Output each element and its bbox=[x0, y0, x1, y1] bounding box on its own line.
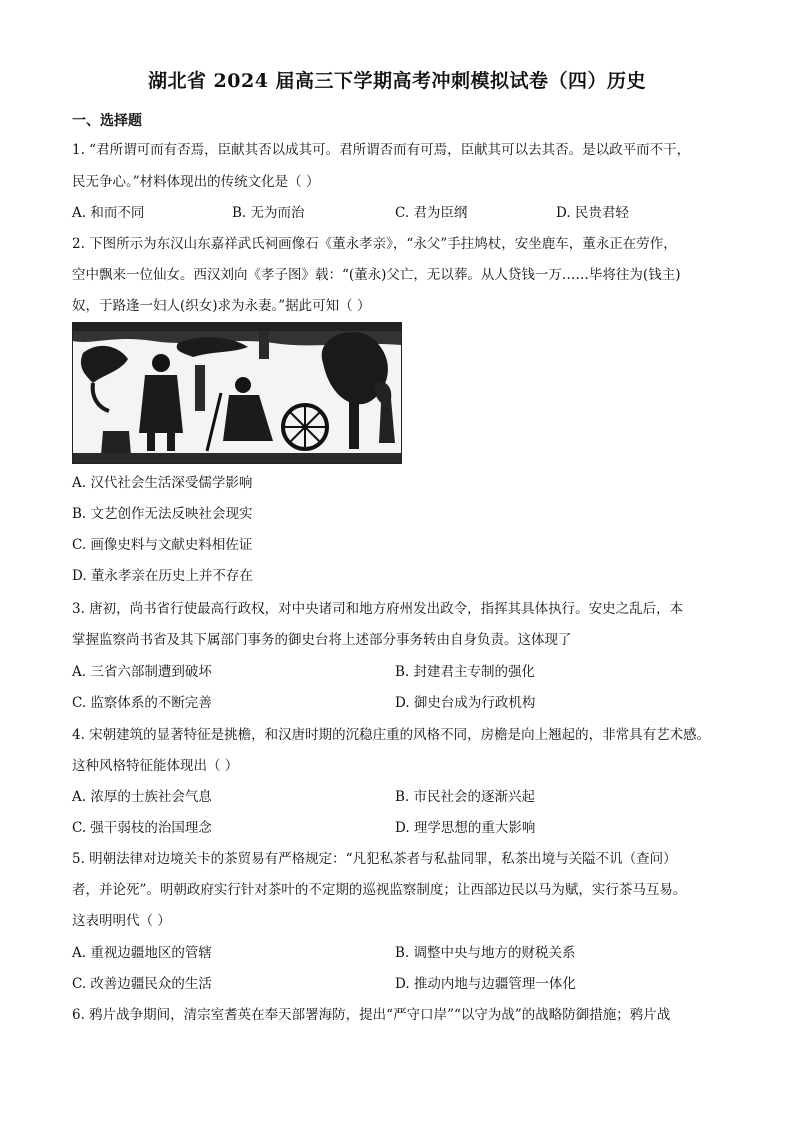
question-5-line-3: 这表明明代（ ） bbox=[72, 913, 171, 929]
question-1-option-d[interactable]: D. 民贵君轻 bbox=[556, 205, 629, 221]
question-2-option-b[interactable]: B. 文艺创作无法反映社会现实 bbox=[72, 506, 253, 522]
question-1-option-b[interactable]: B. 无为而治 bbox=[232, 205, 305, 221]
question-3-line-1: 3. 唐初，尚书省行使最高行政权，对中央诸司和地方府州发出政令，指挥其具体执行。安史之乱后，本 bbox=[72, 601, 684, 617]
question-2-option-d[interactable]: D. 董永孝亲在历史上并不存在 bbox=[72, 568, 253, 584]
question-5-option-c[interactable]: C. 改善边疆民众的生活 bbox=[72, 976, 212, 992]
section-heading: 一、选择题 bbox=[72, 113, 142, 129]
question-3-option-d[interactable]: D. 御史台成为行政机构 bbox=[395, 695, 536, 711]
question-1-option-a[interactable]: A. 和而不同 bbox=[72, 205, 145, 221]
question-4-option-a[interactable]: A. 浓厚的士族社会气息 bbox=[72, 789, 212, 805]
question-4-option-c[interactable]: C. 强干弱枝的治国理念 bbox=[72, 820, 212, 836]
question-5-line-2: 者，并论死”。明朝政府实行针对茶叶的不定期的巡视监察制度；让西部边民以马为赋，实行茶马互易。 bbox=[72, 882, 687, 898]
question-1-option-c[interactable]: C. 君为臣纲 bbox=[395, 205, 468, 221]
question-4-line-1: 4. 宋朝建筑的显著特征是挑檐，和汉唐时期的沉稳庄重的风格不同，房檐是向上翘起的，非常具有艺术感。 bbox=[72, 727, 711, 743]
question-1-line-2: 民无争心。”材料体现出的传统文化是（ ） bbox=[72, 174, 320, 190]
question-5-option-a[interactable]: A. 重视边疆地区的管辖 bbox=[72, 945, 212, 961]
question-3-option-b[interactable]: B. 封建君主专制的强化 bbox=[395, 664, 536, 680]
question-2-line-2: 空中飘来一位仙女。西汉刘向《孝子图》载：“(董永)父亡，无以葬。从人贷钱一万……毕将往为(钱主) bbox=[72, 267, 681, 283]
question-2-line-3: 奴，于路逢一妇人(织女)求为永妻。”据此可知（ ） bbox=[72, 298, 371, 314]
question-6-line-1: 6. 鸦片战争期间，清宗室耆英在奉天部署海防，提出“严守口岸”“以守为战”的战略防御措施；鸦片战 bbox=[72, 1007, 671, 1023]
question-1-line-1: 1. “君所谓可而有否焉，臣献其否以成其可。君所谓否而有可焉，臣献其可以去其否。是以政平而不干， bbox=[72, 142, 691, 158]
question-2-option-c[interactable]: C. 画像史料与文献史料相佐证 bbox=[72, 537, 253, 553]
question-3-line-2: 掌握监察尚书省及其下属部门事务的御史台将上述部分事务转由自身负责。这体现了 bbox=[72, 632, 572, 648]
question-5-option-b[interactable]: B. 调整中央与地方的财税关系 bbox=[395, 945, 576, 961]
question-2-option-a[interactable]: A. 汉代社会生活深受儒学影响 bbox=[72, 475, 253, 491]
question-4-line-2: 这种风格特征能体现出（ ） bbox=[72, 758, 239, 774]
question-4-option-d[interactable]: D. 理学思想的重大影响 bbox=[395, 820, 536, 836]
page-title: 湖北省 2024 届高三下学期高考冲刺模拟试卷（四）历史 bbox=[147, 70, 647, 92]
question-3-option-c[interactable]: C. 监察体系的不断完善 bbox=[72, 695, 212, 711]
stone-relief-image bbox=[72, 322, 402, 464]
question-5-line-1: 5. 明朝法律对边境关卡的茶贸易有严格规定：“凡犯私茶者与私盐同罪，私茶出境与关隘不讥（查问） bbox=[72, 851, 677, 867]
question-2-line-1: 2. 下图所示为东汉山东嘉祥武氏祠画像石《董永孝亲》，“永父”手拄鸠杖，安坐鹿车，董永正在劳作， bbox=[72, 236, 677, 252]
question-4-option-b[interactable]: B. 市民社会的逐渐兴起 bbox=[395, 789, 536, 805]
question-3-option-a[interactable]: A. 三省六部制遭到破坏 bbox=[72, 664, 212, 680]
question-5-option-d[interactable]: D. 推动内地与边疆管理一体化 bbox=[395, 976, 576, 992]
